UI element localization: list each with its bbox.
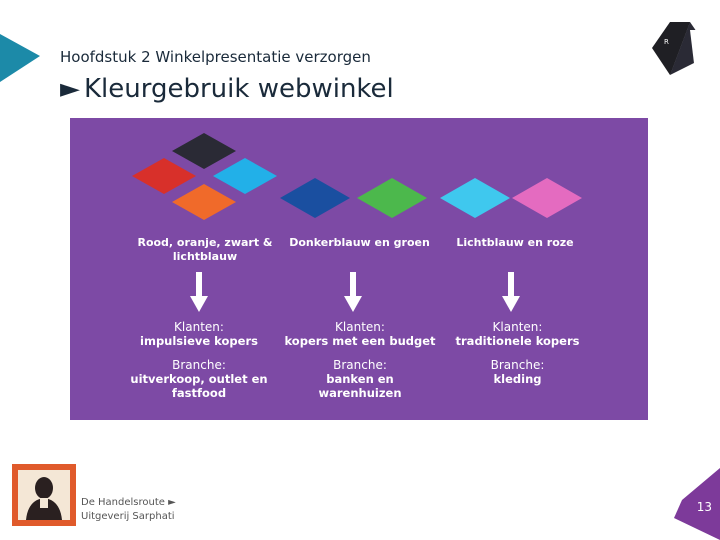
chapter-heading: Hoofdstuk 2 Winkelpresentatie verzorgen <box>60 48 371 66</box>
column-2-desc <box>282 236 437 250</box>
page-number: 13 <box>696 500 712 514</box>
publisher-logo <box>12 464 76 526</box>
klanten-label: Klanten: <box>492 320 543 334</box>
diamond-pink <box>512 178 582 218</box>
down-arrow-2 <box>344 272 362 312</box>
title-arrow: ► <box>60 74 80 104</box>
down-arrow-3 <box>502 272 520 312</box>
diamond-black <box>172 133 236 169</box>
diamond-lightblue-2 <box>440 178 510 218</box>
branche-value: uitverkoop, outlet en fastfood <box>130 372 268 400</box>
branche-label: Branche: <box>172 358 226 372</box>
branche-value: banken en warenhuizen <box>318 372 402 400</box>
column-1-info <box>124 320 274 400</box>
column-2-info <box>280 320 440 400</box>
portrait-image <box>18 470 70 520</box>
branche-value: kleding <box>493 372 542 386</box>
klanten-value: kopers met een budget <box>284 334 436 348</box>
color-usage-panel <box>70 118 648 420</box>
column-3-desc <box>450 236 580 250</box>
publisher-name: Uitgeverij Sarphati <box>81 511 175 522</box>
diamond-orange <box>172 184 236 220</box>
page-title <box>60 74 394 104</box>
brand-name: De Handelsroute ► <box>81 497 176 508</box>
corner-logo-diamonds <box>640 0 720 80</box>
diamond-green <box>357 178 427 218</box>
color-desc: Donkerblauw en groen <box>289 236 430 249</box>
corner-small: 1 <box>695 58 699 64</box>
klanten-label: Klanten: <box>335 320 385 334</box>
klanten-value: traditionele kopers <box>455 334 580 348</box>
title-text: Kleurgebruik webwinkel <box>84 74 394 104</box>
branche-label: Branche: <box>333 358 387 372</box>
klanten-label: Klanten: <box>174 320 224 334</box>
diamond-darkblue <box>280 178 350 218</box>
page-corner-triangle <box>670 460 720 540</box>
color-desc: Rood, oranje, zwart & lichtblauw <box>137 236 273 263</box>
color-desc: Lichtblauw en roze <box>456 236 574 249</box>
corner-letter: R <box>664 38 669 46</box>
column-1-desc <box>130 236 280 264</box>
corner-triangle-left <box>0 0 42 84</box>
branche-label: Branche: <box>490 358 545 372</box>
diamond-lightblue <box>213 158 277 194</box>
portrait-icon <box>18 470 70 520</box>
diamond-red <box>132 158 196 194</box>
down-arrow-1 <box>190 272 208 312</box>
column-3-info <box>445 320 590 386</box>
klanten-value: impulsieve kopers <box>140 334 258 348</box>
